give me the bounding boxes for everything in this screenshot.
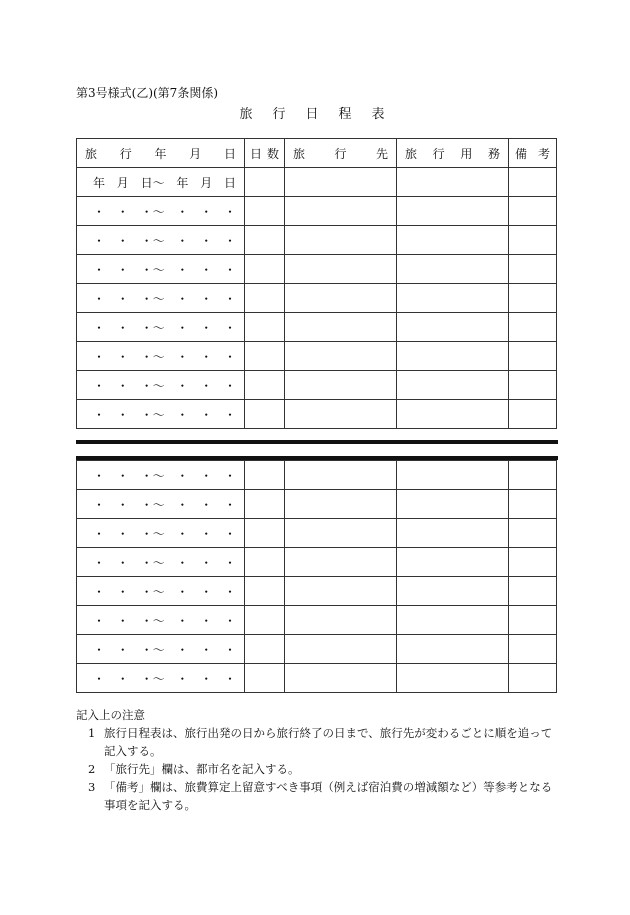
- days-cell[interactable]: [245, 313, 285, 342]
- col-days-header: 日 数: [245, 139, 285, 168]
- itinerary-row: [77, 577, 557, 606]
- itinerary-row: [77, 197, 557, 226]
- destination-cell[interactable]: [285, 342, 397, 371]
- note-item: 3 「備考」欄は、旅費算定上留意すべき事項（例えば宿泊費の増減額など）等参考となる事項を記入する。: [88, 780, 553, 812]
- col-destination-header: 旅 行 先: [285, 139, 397, 168]
- remarks-cell[interactable]: [509, 400, 557, 429]
- destination-cell[interactable]: [285, 226, 397, 255]
- separator-line-top: [76, 440, 558, 444]
- business-cell[interactable]: [397, 664, 509, 693]
- business-cell[interactable]: [397, 548, 509, 577]
- destination-cell[interactable]: [285, 606, 397, 635]
- business-cell[interactable]: [397, 400, 509, 429]
- days-cell[interactable]: [245, 664, 285, 693]
- itinerary-row: [77, 548, 557, 577]
- remarks-cell[interactable]: [509, 168, 557, 197]
- remarks-cell[interactable]: [509, 577, 557, 606]
- business-cell[interactable]: [397, 490, 509, 519]
- date-cell[interactable]: ・ ・ ・〜 ・ ・ ・: [77, 577, 245, 606]
- document-title: 旅行日程表: [239, 107, 405, 122]
- days-cell[interactable]: [245, 577, 285, 606]
- itinerary-row: [77, 371, 557, 400]
- remarks-cell[interactable]: [509, 255, 557, 284]
- destination-cell[interactable]: [285, 635, 397, 664]
- business-cell[interactable]: [397, 606, 509, 635]
- remarks-cell[interactable]: [509, 548, 557, 577]
- destination-cell[interactable]: [285, 284, 397, 313]
- date-cell[interactable]: ・ ・ ・〜 ・ ・ ・: [77, 284, 245, 313]
- remarks-cell[interactable]: [509, 606, 557, 635]
- days-cell[interactable]: [245, 461, 285, 490]
- date-cell[interactable]: ・ ・ ・〜 ・ ・ ・: [77, 461, 245, 490]
- business-cell[interactable]: [397, 197, 509, 226]
- itinerary-row: [77, 664, 557, 693]
- business-cell[interactable]: [397, 168, 509, 197]
- col-remarks-header: 備 考: [509, 139, 557, 168]
- col-travel-date-header: 旅 行 年 月 日: [77, 139, 245, 168]
- date-cell[interactable]: ・ ・ ・〜 ・ ・ ・: [77, 342, 245, 371]
- date-cell[interactable]: ・ ・ ・〜 ・ ・ ・: [77, 519, 245, 548]
- days-cell[interactable]: [245, 635, 285, 664]
- days-cell[interactable]: [245, 284, 285, 313]
- itinerary-row: [77, 635, 557, 664]
- destination-cell[interactable]: [285, 255, 397, 284]
- business-cell[interactable]: [397, 313, 509, 342]
- destination-cell[interactable]: [285, 461, 397, 490]
- date-cell[interactable]: ・ ・ ・〜 ・ ・ ・: [77, 548, 245, 577]
- instructions: [76, 706, 560, 814]
- date-cell[interactable]: ・ ・ ・〜 ・ ・ ・: [77, 606, 245, 635]
- date-cell[interactable]: ・ ・ ・〜 ・ ・ ・: [77, 490, 245, 519]
- destination-cell[interactable]: [285, 400, 397, 429]
- remarks-cell[interactable]: [509, 342, 557, 371]
- destination-cell[interactable]: [285, 371, 397, 400]
- header-row: [77, 139, 557, 168]
- date-cell[interactable]: ・ ・ ・〜 ・ ・ ・: [77, 255, 245, 284]
- business-cell[interactable]: [397, 577, 509, 606]
- note-item: 2 「旅行先」欄は、都市名を記入する。: [88, 762, 300, 776]
- col-business-header: 旅 行 用 務: [397, 139, 509, 168]
- note-item: 1 旅行日程表は、旅行出発の日から旅行終了の日まで、旅行先が変わるごとに順を追って記入する。: [88, 726, 553, 758]
- days-cell[interactable]: [245, 342, 285, 371]
- itinerary-row: [77, 342, 557, 371]
- remarks-cell[interactable]: [509, 226, 557, 255]
- date-cell[interactable]: ・ ・ ・〜 ・ ・ ・: [77, 371, 245, 400]
- date-template-row: [77, 168, 557, 197]
- destination-cell[interactable]: [285, 168, 397, 197]
- days-cell[interactable]: [245, 606, 285, 635]
- itinerary-row: [77, 490, 557, 519]
- business-cell[interactable]: [397, 255, 509, 284]
- business-cell[interactable]: [397, 284, 509, 313]
- days-cell[interactable]: [245, 371, 285, 400]
- remarks-cell[interactable]: [509, 664, 557, 693]
- days-cell[interactable]: [245, 400, 285, 429]
- remarks-cell[interactable]: [509, 313, 557, 342]
- notes-heading: 記入上の注意: [76, 708, 145, 722]
- date-cell[interactable]: ・ ・ ・〜 ・ ・ ・: [77, 313, 245, 342]
- date-cell[interactable]: ・ ・ ・〜 ・ ・ ・: [77, 664, 245, 693]
- remarks-cell[interactable]: [509, 519, 557, 548]
- itinerary-row: [77, 226, 557, 255]
- itinerary-table-bottom: [76, 460, 557, 693]
- days-cell[interactable]: [245, 548, 285, 577]
- itinerary-row: [77, 313, 557, 342]
- days-cell[interactable]: [245, 197, 285, 226]
- itinerary-row: [77, 284, 557, 313]
- itinerary-row: [77, 400, 557, 429]
- date-cell[interactable]: ・ ・ ・〜 ・ ・ ・: [77, 226, 245, 255]
- destination-cell[interactable]: [285, 577, 397, 606]
- remarks-cell[interactable]: [509, 635, 557, 664]
- remarks-cell[interactable]: [509, 197, 557, 226]
- date-cell[interactable]: 年 月 日〜 年 月 日: [77, 168, 245, 197]
- destination-cell[interactable]: [285, 664, 397, 693]
- itinerary-row: [77, 255, 557, 284]
- itinerary-row: [77, 606, 557, 635]
- business-cell[interactable]: [397, 635, 509, 664]
- date-cell[interactable]: ・ ・ ・〜 ・ ・ ・: [77, 197, 245, 226]
- business-cell[interactable]: [397, 519, 509, 548]
- days-cell[interactable]: [245, 226, 285, 255]
- itinerary-row: [77, 519, 557, 548]
- date-cell[interactable]: ・ ・ ・〜 ・ ・ ・: [77, 400, 245, 429]
- days-cell[interactable]: [245, 168, 285, 197]
- days-cell[interactable]: [245, 519, 285, 548]
- remarks-cell[interactable]: [509, 284, 557, 313]
- business-cell[interactable]: [397, 226, 509, 255]
- date-cell[interactable]: ・ ・ ・〜 ・ ・ ・: [77, 635, 245, 664]
- destination-cell[interactable]: [285, 313, 397, 342]
- days-cell[interactable]: [245, 255, 285, 284]
- itinerary-table-top: [76, 138, 557, 429]
- days-cell[interactable]: [245, 490, 285, 519]
- remarks-cell[interactable]: [509, 490, 557, 519]
- itinerary-row: [77, 461, 557, 490]
- business-cell[interactable]: [397, 371, 509, 400]
- destination-cell[interactable]: [285, 548, 397, 577]
- business-cell[interactable]: [397, 342, 509, 371]
- remarks-cell[interactable]: [509, 371, 557, 400]
- remarks-cell[interactable]: [509, 461, 557, 490]
- destination-cell[interactable]: [285, 519, 397, 548]
- destination-cell[interactable]: [285, 197, 397, 226]
- form-number: 第3号様式(乙)(第7条関係): [76, 86, 218, 100]
- business-cell[interactable]: [397, 461, 509, 490]
- destination-cell[interactable]: [285, 490, 397, 519]
